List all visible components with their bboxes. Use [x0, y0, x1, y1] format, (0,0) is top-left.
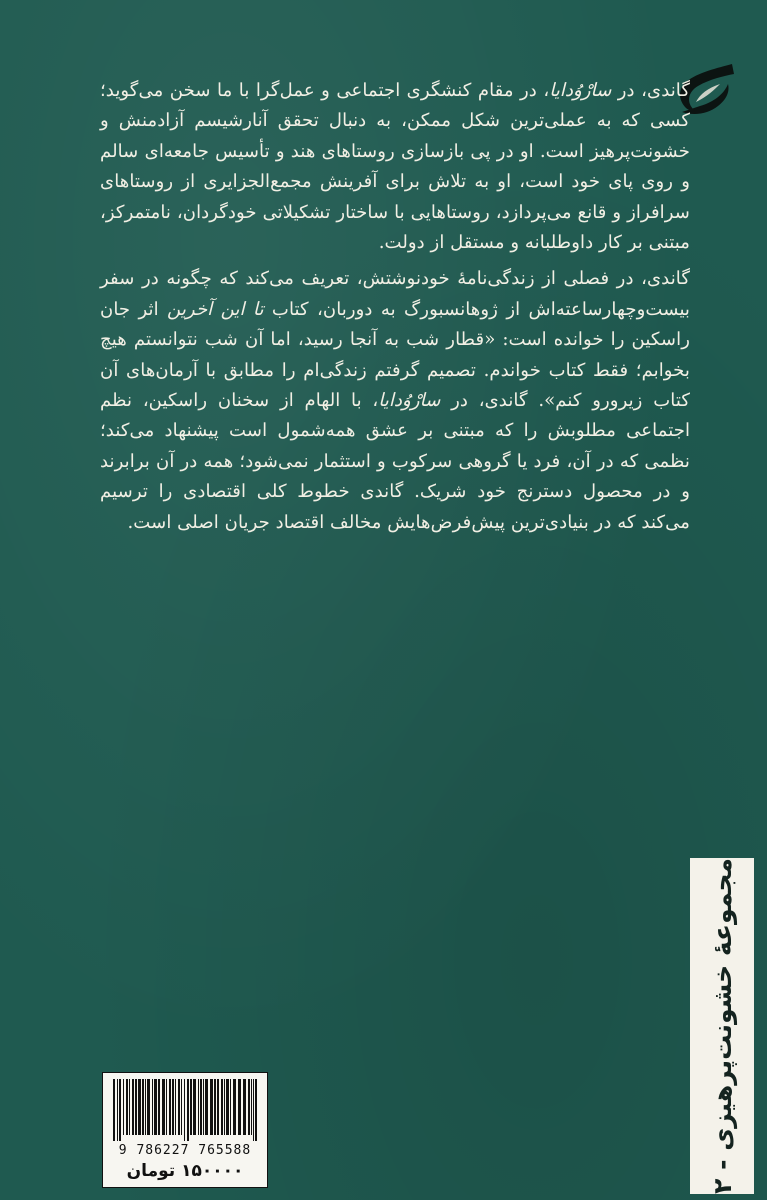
- blurb-text: گاندی، در فصلی از زندگی‌نامهٔ خودنوشتش، تعریف می‌کند که چگونه در سفر بیست‌وچهارساعته‌اش از ژوهانسبورگ به دوربان، کتاب: [100, 268, 690, 320]
- book-title-italic: سارْوُدایا: [549, 80, 612, 101]
- barcode-bar: [147, 1079, 150, 1135]
- barcode-bar: [166, 1079, 167, 1135]
- barcode-bar: [226, 1079, 229, 1135]
- barcode-bar: [248, 1079, 250, 1135]
- barcode-bar: [214, 1079, 216, 1135]
- barcode-bar: [117, 1079, 118, 1141]
- barcode-bar: [123, 1079, 124, 1135]
- barcode-bar: [178, 1079, 180, 1135]
- barcode-bar: [193, 1079, 196, 1135]
- blurb-paragraph-2: [100, 264, 690, 538]
- barcode-bar: [181, 1079, 182, 1135]
- barcode-bar: [142, 1079, 144, 1135]
- barcode-bar: [190, 1079, 192, 1135]
- barcode-bar: [238, 1079, 241, 1135]
- back-cover-blurb: [100, 76, 690, 544]
- barcode-bar: [126, 1079, 128, 1135]
- barcode-bar: [145, 1079, 146, 1135]
- barcode-bar: [210, 1079, 213, 1135]
- blurb-text: اثر جان راسکین را خوانده است: «قطار شب به آنجا رسید، اما آن شب نتوانستم هیچ بخوابم؛ فقط کتاب خواندم. تصمیم گرفتم زندگی‌ام را مطابق با آرمان‌های آن کتاب زیرورو کنم». گاندی، در: [100, 298, 690, 412]
- barcode-bar: [169, 1079, 171, 1135]
- barcode-bar: [251, 1079, 252, 1135]
- barcode-bar: [119, 1079, 121, 1141]
- barcode-bar: [203, 1079, 204, 1135]
- barcode-bar: [135, 1079, 137, 1135]
- barcode-bar: [253, 1079, 254, 1141]
- barcode-bar: [233, 1079, 236, 1135]
- barcode-bar: [205, 1079, 208, 1135]
- barcode-bar: [158, 1079, 160, 1135]
- barcode-bar: [224, 1079, 225, 1135]
- blurb-paragraph-1: [100, 76, 690, 258]
- barcode-icon: [111, 1079, 259, 1141]
- barcode-bar: [113, 1079, 115, 1141]
- barcode-bar: [243, 1079, 246, 1135]
- barcode-bar: [217, 1079, 219, 1135]
- blurb-text: ، با الهام از سخنان راسکین، نظم اجتماعی مطلوبش را که مبتنی بر عشق همه‌شمول است پیشنهاد می‌کند؛ نظمی که در آن، فرد یا گروهی سرکوب و استثمار نمی‌شود؛ همه در آن برابرند و در محصول دسترنج خود شریک. گاندی خطوط کلی اقتصادی را ترسیم می‌کند که در بنیادی‌ترین پیش‌فرض‌هایش مخالف اقتصاد جریان اصلی است.: [100, 390, 690, 533]
- barcode-bar: [152, 1079, 153, 1135]
- blurb-text: گاندی، در: [611, 80, 690, 101]
- book-title-italic: سارْوُدایا: [378, 390, 441, 412]
- price-label: ۱۵۰۰۰۰ تومان: [126, 1161, 244, 1181]
- barcode-bar: [162, 1079, 165, 1135]
- series-label: مجموعهٔ خشونت‌پرهیزی - ۲: [707, 858, 737, 1194]
- barcode-bar: [187, 1079, 189, 1141]
- ruskin-title-italic: تا این آخرین: [167, 298, 264, 320]
- barcode-bar: [255, 1079, 257, 1141]
- barcode-bar: [221, 1079, 223, 1135]
- barcode-bar: [198, 1079, 199, 1135]
- barcode-bar: [175, 1079, 176, 1135]
- barcode-bar: [129, 1079, 130, 1135]
- barcode-bar: [184, 1079, 185, 1141]
- barcode-bar: [172, 1079, 174, 1135]
- barcode-bar: [132, 1079, 134, 1135]
- barcode-bar: [138, 1079, 141, 1135]
- isbn-number: 9 786227 765588: [118, 1143, 252, 1158]
- series-label-strip: [690, 858, 754, 1194]
- barcode-bar: [230, 1079, 231, 1135]
- barcode-bar: [154, 1079, 157, 1135]
- barcode-box: [102, 1072, 268, 1188]
- blurb-text: ، در مقام کنشگری اجتماعی و عمل‌گرا با ما سخن می‌گوید؛ کسی که به عملی‌ترین شکل ممکن، به دنبال تحقق آنارشیسم آزادمنش و خشونت‌پرهیز است. او در پی بازسازی روستاهای هند و تأسیس جامعه‌ای سالم و روی پای خود است، او به تلاش برای آفرینش مجمع‌الجزایری از روستاهای سرافراز و قانع می‌پردازد، روستاهایی با ساختار تشکیلاتی خودگردان، نامتمرکز، مبتنی بر کار داوطلبانه و مستقل از دولت.: [100, 80, 690, 254]
- barcode-bar: [200, 1079, 202, 1135]
